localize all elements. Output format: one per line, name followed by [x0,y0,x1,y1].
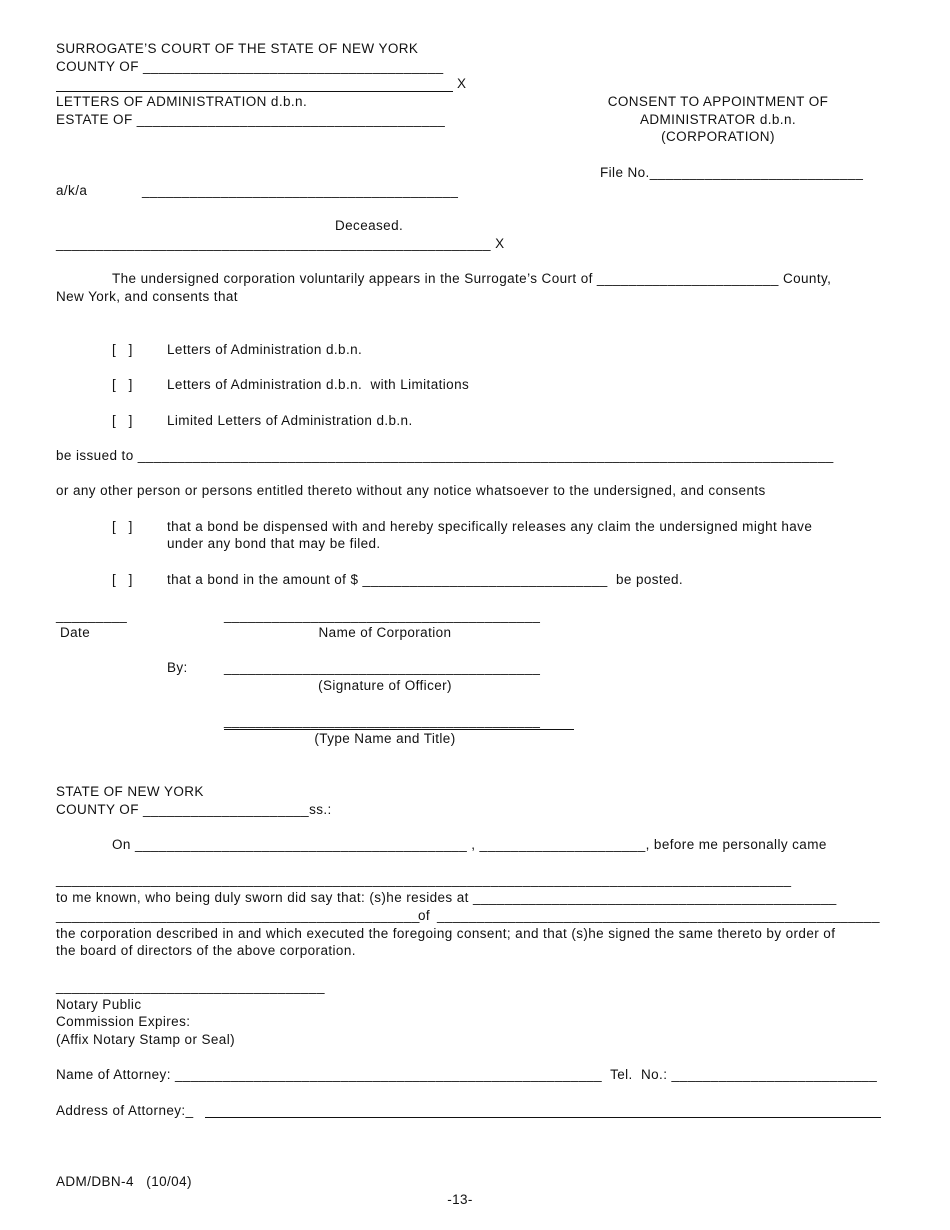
bond-option-checkbox-1[interactable]: [ ] [112,519,133,534]
form-title-line3: (CORPORATION) [661,129,775,144]
officer-signature-field[interactable]: ________________________________________ [224,660,541,675]
commission-expires-label: Commission Expires: [56,1014,191,1029]
aka-field[interactable]: ________________________________________ [142,183,459,198]
county-field[interactable]: COUNTY OF ______________________________________ [56,59,444,74]
letters-heading: LETTERS OF ADMINISTRATION d.b.n. [56,94,308,109]
court-title: SURROGATE’S COURT OF THE STATE OF NEW YORK [56,41,419,56]
letters-option-checkbox-2[interactable]: [ ] [112,377,133,392]
officer-signature-label: (Signature of Officer) [318,678,452,693]
aka-label: a/k/a [56,183,88,198]
type-name-title-field[interactable]: ________________________________________ [224,713,541,728]
notary-county-field[interactable]: COUNTY OF _____________________ss.: [56,802,332,817]
letters-option-label-3: Limited Letters of Administration d.b.n. [167,413,413,428]
caption-x-top: X [457,76,467,91]
any-other-text: or any other person or persons entitled thereto without any notice whatsoever to the undersigned, and consents [56,483,766,498]
affix-stamp-label: (Affix Notary Stamp or Seal) [56,1032,236,1047]
file-number-field[interactable]: File No.___________________________ [600,165,864,180]
bond-amount-field[interactable]: that a bond in the amount of $ _______________________________ be posted. [167,572,684,587]
estate-field[interactable]: ESTATE OF _______________________________________ [56,112,446,127]
deceased-label: Deceased. [335,218,404,233]
notary-of-left-field[interactable]: ______________________________________________ [56,908,420,923]
notary-corp-sentence-2: the board of directors of the above corporation. [56,943,356,958]
date-field[interactable]: _________ [56,608,128,623]
date-label: Date [60,625,91,640]
page-number: -13- [447,1192,473,1207]
notary-public-label: Notary Public [56,997,142,1012]
corporation-name-field[interactable]: ________________________________________ [224,608,541,623]
bond-option-checkbox-2[interactable]: [ ] [112,572,133,587]
notary-of-right-field[interactable]: ________________________________________________________ [437,908,880,923]
notary-signature-field[interactable]: __________________________________ [56,979,325,994]
notary-corp-sentence-1: the corporation described in and which executed the foregoing consent; and that (s)he signed the same thereto by order of [56,926,836,941]
attorney-name-tel-field[interactable]: Name of Attorney: ______________________________________________________ Tel. No.: __________________________ [56,1067,878,1082]
intro-text-line1: The undersigned corporation voluntarily appears in the Surrogate’s Court of _______________________ County, [112,271,832,286]
attorney-address-field[interactable] [205,1117,881,1118]
form-id: ADM/DBN-4 (10/04) [56,1174,192,1189]
notary-state: STATE OF NEW YORK [56,784,204,799]
letters-option-checkbox-1[interactable]: [ ] [112,342,133,357]
notary-of-label: of [418,908,431,923]
issued-to-field[interactable]: be issued to ________________________________________________________________________________________ [56,448,834,463]
bond-option-text-1a: that a bond be dispensed with and hereby specifically releases any claim the undersigned might have [167,519,813,534]
letters-option-label-2: Letters of Administration d.b.n. with Limitations [167,377,470,392]
form-title-line1: CONSENT TO APPOINTMENT OF [607,94,829,109]
corporation-name-label: Name of Corporation [318,625,452,640]
intro-text-line2: New York, and consents that [56,289,238,304]
letters-option-checkbox-3[interactable]: [ ] [112,413,133,428]
by-label: By: [167,660,188,675]
letters-option-label-1: Letters of Administration d.b.n. [167,342,363,357]
type-name-title-label: (Type Name and Title) [314,731,456,746]
notary-on-line[interactable]: On __________________________________________ , _____________________, before me personally came [112,837,827,852]
caption-bottom-line: _______________________________________________________ X [56,236,505,251]
caption-top-rule [56,91,453,92]
bond-option-text-1b: under any bond that may be filed. [167,536,381,551]
form-title-line2: ADMINISTRATOR d.b.n. [639,112,797,127]
attorney-address-label: Address of Attorney:_ [56,1103,194,1118]
notary-person-field[interactable]: _____________________________________________________________________________________________ [56,872,792,887]
notary-resides-field[interactable]: to me known, who being duly sworn did say that: (s)he resides at ______________________________________________ [56,890,837,905]
